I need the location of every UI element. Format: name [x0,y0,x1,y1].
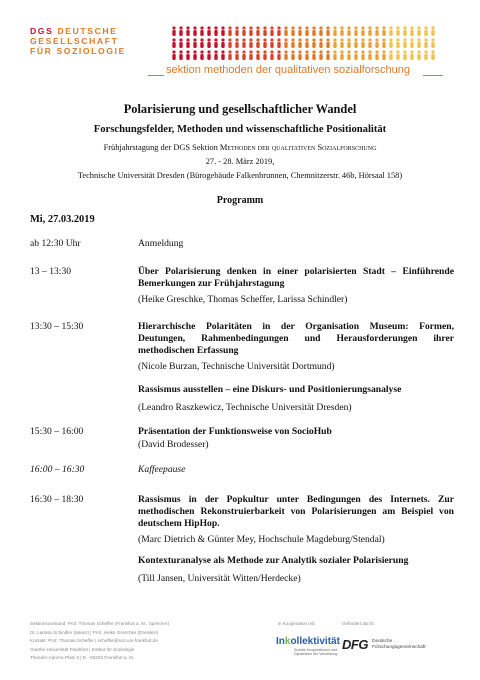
figure-body [382,42,385,48]
figure-body [333,42,336,48]
figure-body [431,54,434,60]
figure-head [221,50,224,53]
figure-body [249,30,252,36]
figure-head [326,38,329,41]
figure-head [291,38,294,41]
talk-speakers: (Heike Greschke, Thomas Scheffer, Larissa Schindler) [138,294,348,305]
figure-head [172,26,175,29]
logo-dgs: DGS [30,26,54,36]
figure-head [340,38,343,41]
figure-head [424,38,427,41]
figure-head [207,38,210,41]
figure-head [207,50,210,53]
figure-body [403,30,406,36]
row-text: Anmeldung [138,238,184,249]
figure-head [403,26,406,29]
figure-body [172,54,175,60]
figure-head [284,26,287,29]
figure-body [396,42,399,48]
figure-body [284,54,287,60]
figure-body [410,54,413,60]
figure-body [207,42,210,48]
figure-head [305,38,308,41]
figure-body [340,42,343,48]
figure-body [305,42,308,48]
figure-body [256,54,259,60]
talk-title: Kontexturanalyse als Methode zur Analytik sozialer Polarisierung [138,555,409,566]
figure-head [389,38,392,41]
figure-head [312,26,315,29]
row-time: 15:30 – 16:00 [30,426,84,437]
figure-head [361,26,364,29]
figure-body [186,30,189,36]
figure-body [396,54,399,60]
figure-body [368,54,371,60]
figure-head [235,38,238,41]
figure-body [214,30,217,36]
page-subtitle: Forschungsfelder, Methoden und wissenschaftliche Positionalität [93,124,387,135]
figure-head [256,38,259,41]
figure-body [361,30,364,36]
figure-head [312,38,315,41]
figure-head [312,50,315,53]
figure-body [326,30,329,36]
figure-head [277,50,280,53]
footer-contact [30,620,169,663]
figure-body [214,54,217,60]
figure-head [270,26,273,29]
figure-head [172,50,175,53]
figure-body [179,30,182,36]
talk-title: Über Polarisierung denken in einer polarisierten Stadt – Einführende Bemerkungen zur Frühjahrstagung [138,266,454,289]
figure-body [291,30,294,36]
figure-head [200,26,203,29]
figure-body [270,42,273,48]
figure-head [431,26,434,29]
talk-title: Rassismus in der Popkultur unter Bedingungen des Internets. Zur methodischen Rekonstruierbarkeit von Polarisierungen am Beispiel von deutschem HipHop. [138,494,454,529]
figure-head [172,38,175,41]
programm-heading: Programm [216,195,264,206]
figure-head [347,50,350,53]
figure-head [375,26,378,29]
figure-head [305,50,308,53]
figure-body [193,30,196,36]
figure-body [270,30,273,36]
figure-body [389,54,392,60]
figure-head [298,38,301,41]
figure-head [193,38,196,41]
figure-head [375,50,378,53]
figure-body [312,42,315,48]
figure-body [424,30,427,36]
figure-body [179,54,182,60]
inkoll-part-c: ollektivität [290,636,340,647]
figure-head [277,26,280,29]
figure-body [277,54,280,60]
figure-head [186,26,189,29]
row-time: 13:30 – 15:30 [30,321,84,332]
figure-head [333,38,336,41]
figure-head [263,50,266,53]
figure-body [228,54,231,60]
dfg-name: Deutsche Forschungsgemeinschaft [372,639,426,650]
inkoll-part-b: k [284,636,291,647]
figure-body [277,30,280,36]
figure-body [354,42,357,48]
dfg-mark: DFG [342,637,368,652]
figure-body [389,42,392,48]
figure-body [263,30,266,36]
figure-body [417,54,420,60]
figure-body [193,42,196,48]
figure-head [382,50,385,53]
figure-head [410,38,413,41]
talk-speakers: (Nicole Burzan, Technische Universität Dortmund) [138,361,335,372]
event-prefix: Frühjahrstagung der DGS Sektion [103,143,220,152]
figure-head [242,26,245,29]
figure-body [235,54,238,60]
figure-head [256,26,259,29]
figure-body [424,42,427,48]
figure-head [284,50,287,53]
figure-body [172,42,175,48]
figure-body [410,42,413,48]
logo-line-3: FÜR SOZIOLOGIE [30,46,126,56]
figure-body [333,54,336,60]
figure-body [256,42,259,48]
figure-body [382,30,385,36]
figure-body [256,30,259,36]
figure-head [235,26,238,29]
figure-head [396,38,399,41]
figure-head [298,26,301,29]
figure-head [214,50,217,53]
row-text: Kaffeepause [138,464,186,475]
figure-head [389,26,392,29]
figure-head [186,38,189,41]
figure-body [207,54,210,60]
figure-head [326,26,329,29]
talk-speakers: (Till Jansen, Universität Witten/Herdecke) [138,573,301,584]
figure-head [368,26,371,29]
figure-head [179,26,182,29]
figure-head [389,50,392,53]
figure-body [242,42,245,48]
figure-head [249,50,252,53]
figure-head [291,26,294,29]
figure-head [256,50,259,53]
talk-speakers: (Leandro Raszkewicz, Technische Universität Dresden) [138,402,352,413]
figure-head [291,50,294,53]
footer-line: Sektionsvorstand: Prof. Thomas Scheffer (Frankfurt a. M., Sprecher) [30,621,169,626]
figure-body [312,30,315,36]
funding-label: Gefördert durch: [342,621,375,626]
figure-body [431,42,434,48]
figure-body [375,42,378,48]
figure-body [333,30,336,36]
figure-head [361,50,364,53]
talk-title: Präsentation der Funktionsweise von SocioHub [138,426,332,437]
figure-body [347,54,350,60]
figure-body [193,54,196,60]
figure-body [263,42,266,48]
logo-line-1 [30,26,126,36]
figure-body [403,42,406,48]
figure-head [235,50,238,53]
figure-body [382,54,385,60]
figure-body [368,42,371,48]
figure-head [431,50,434,53]
figure-body [207,30,210,36]
figure-head [396,26,399,29]
figure-body [403,54,406,60]
figure-body [186,54,189,60]
figure-head [333,26,336,29]
figure-head [270,38,273,41]
figure-body [417,30,420,36]
figure-body [221,30,224,36]
inkoll-part-a: In [276,636,285,647]
sektion-underline-right [423,75,443,76]
figure-body [340,30,343,36]
figure-body [298,54,301,60]
figure-body [284,30,287,36]
event-venue: Technische Universität Dresden (Bürogebäude Falkenbrunnen, Chemnitzerstr. 46b, Hörsaal 158) [77,171,403,180]
figure-body [242,54,245,60]
figure-body [305,54,308,60]
figure-body [277,42,280,48]
figure-head [424,26,427,29]
figure-body [417,42,420,48]
figure-body [354,54,357,60]
figure-body [249,54,252,60]
figure-head [361,38,364,41]
figure-head [396,50,399,53]
figure-body [270,54,273,60]
day-heading: Mi, 27.03.2019 [30,214,95,225]
figure-body [214,42,217,48]
sektion-text: sektion methoden der qualitativen sozialforschung [166,64,410,76]
figure-body [326,54,329,60]
figure-head [249,26,252,29]
figure-head [319,38,322,41]
figure-head [214,38,217,41]
figure-body [354,30,357,36]
figure-head [403,50,406,53]
event-section-name: Methoden der qualitativen Sozialforschung [219,143,377,152]
figure-head [179,50,182,53]
figure-head [347,38,350,41]
figure-head [221,38,224,41]
figure-head [333,50,336,53]
logo-line-2: GESELLSCHAFT [30,36,119,46]
figure-head [417,38,420,41]
figure-head [354,50,357,53]
figure-head [298,50,301,53]
figure-body [319,54,322,60]
footer-line: Dr. Larissa Schindler (Mainz) | Prof. Heike Greschke (Dresden) [30,629,159,635]
figure-head [263,26,266,29]
figure-head [277,38,280,41]
figure-head [193,50,196,53]
figure-head [410,26,413,29]
figure-head [221,26,224,29]
figure-body [235,42,238,48]
figure-body [200,42,203,48]
talk-title: Hierarchische Polaritäten in der Organisation Museum: Formen, Deutungen, Rahmenbedingungen und Herausforderungen ihrer methodischen Erfassung [138,321,454,356]
figure-head [319,26,322,29]
figure-body [263,54,266,60]
figure-head [179,38,182,41]
figure-head [431,38,434,41]
figure-body [375,54,378,60]
figure-body [431,30,434,36]
figure-head [207,26,210,29]
figure-body [235,30,238,36]
figure-head [228,38,231,41]
footer-line: Goethe-Universität Frankfurt | Institut für Soziologie [30,646,135,652]
figure-head [263,38,266,41]
figure-head [193,26,196,29]
figure-head [284,38,287,41]
figure-head [326,50,329,53]
figure-body [221,54,224,60]
figure-body [284,42,287,48]
figure-body [389,30,392,36]
row-time: 16:00 – 16:30 [30,464,85,475]
figure-head [340,50,343,53]
figure-head [424,50,427,53]
figure-head [417,26,420,29]
figure-head [214,26,217,29]
figure-head [305,26,308,29]
figure-head [186,50,189,53]
figure-head [340,26,343,29]
figure-body [200,54,203,60]
figure-body [298,42,301,48]
dgs-logo [30,26,126,56]
figure-body [410,30,413,36]
figure-body [298,30,301,36]
figure-body [242,30,245,36]
talk-title: Rassismus ausstellen – eine Diskurs- und Positionierungsanalyse [138,384,402,395]
figure-body [228,42,231,48]
figure-body [312,54,315,60]
footer-line: Theodor-Adorno-Platz 6 | D - 60323 Frankfurt a. M. [30,655,135,661]
figure-body [249,42,252,48]
figure-body [396,30,399,36]
figure-body [172,30,175,36]
figure-head [382,26,385,29]
figure-body [319,30,322,36]
figure-head [319,50,322,53]
figure-head [249,38,252,41]
row-time: ab 12:30 Uhr [30,238,81,249]
figure-head [354,38,357,41]
talk-speakers: (David Brodesser) [138,439,209,450]
figure-head [410,50,413,53]
figure-head [368,50,371,53]
cooperation-label: in Kooperation mit: [278,621,316,626]
figure-head [368,38,371,41]
figure-body [326,42,329,48]
logo-figures-pattern [170,24,440,64]
footer-line: Kontakt: Prof. Thomas Scheffer | scheffer@soz.uni-frankfurt.de [30,638,158,644]
figure-body [200,30,203,36]
figure-head [200,50,203,53]
figure-head [375,38,378,41]
event-dates: 27. - 28. März 2019, [205,157,275,166]
figure-head [242,38,245,41]
figure-head [270,50,273,53]
inkollektivitaet-logo [276,632,340,662]
figure-body [319,42,322,48]
figure-head [200,38,203,41]
row-time: 13 – 13:30 [30,266,72,277]
figure-body [347,30,350,36]
figure-head [417,50,420,53]
figure-body [368,30,371,36]
figure-body [305,30,308,36]
figure-body [228,30,231,36]
figure-body [179,42,182,48]
figure-body [347,42,350,48]
figure-head [382,38,385,41]
figure-body [375,30,378,36]
figure-head [228,26,231,29]
row-time: 16:30 – 18:30 [30,494,84,505]
page-title: Polarisierung und gesellschaftlicher Wandel [123,102,357,116]
figure-body [291,42,294,48]
figure-body [361,54,364,60]
inkollektivitaet-wordmark [276,636,340,647]
figure-head [228,50,231,53]
logo-deutsche: DEUTSCHE [57,26,118,36]
inkollektivitaet-subtitle: Soziale Kooperationen und Dynamiken der Vernetzung [294,648,338,657]
figure-body [424,54,427,60]
figure-head [354,26,357,29]
figure-body [291,54,294,60]
figure-body [361,42,364,48]
figure-head [403,38,406,41]
figure-body [186,42,189,48]
figure-head [242,50,245,53]
talk-speakers: (Marc Dietrich & Günter Mey, Hochschule Magdeburg/Stendal) [138,534,385,545]
event-line [0,143,480,152]
sektion-underline-left [148,75,164,76]
figure-head [347,26,350,29]
figure-body [221,42,224,48]
figure-body [340,54,343,60]
